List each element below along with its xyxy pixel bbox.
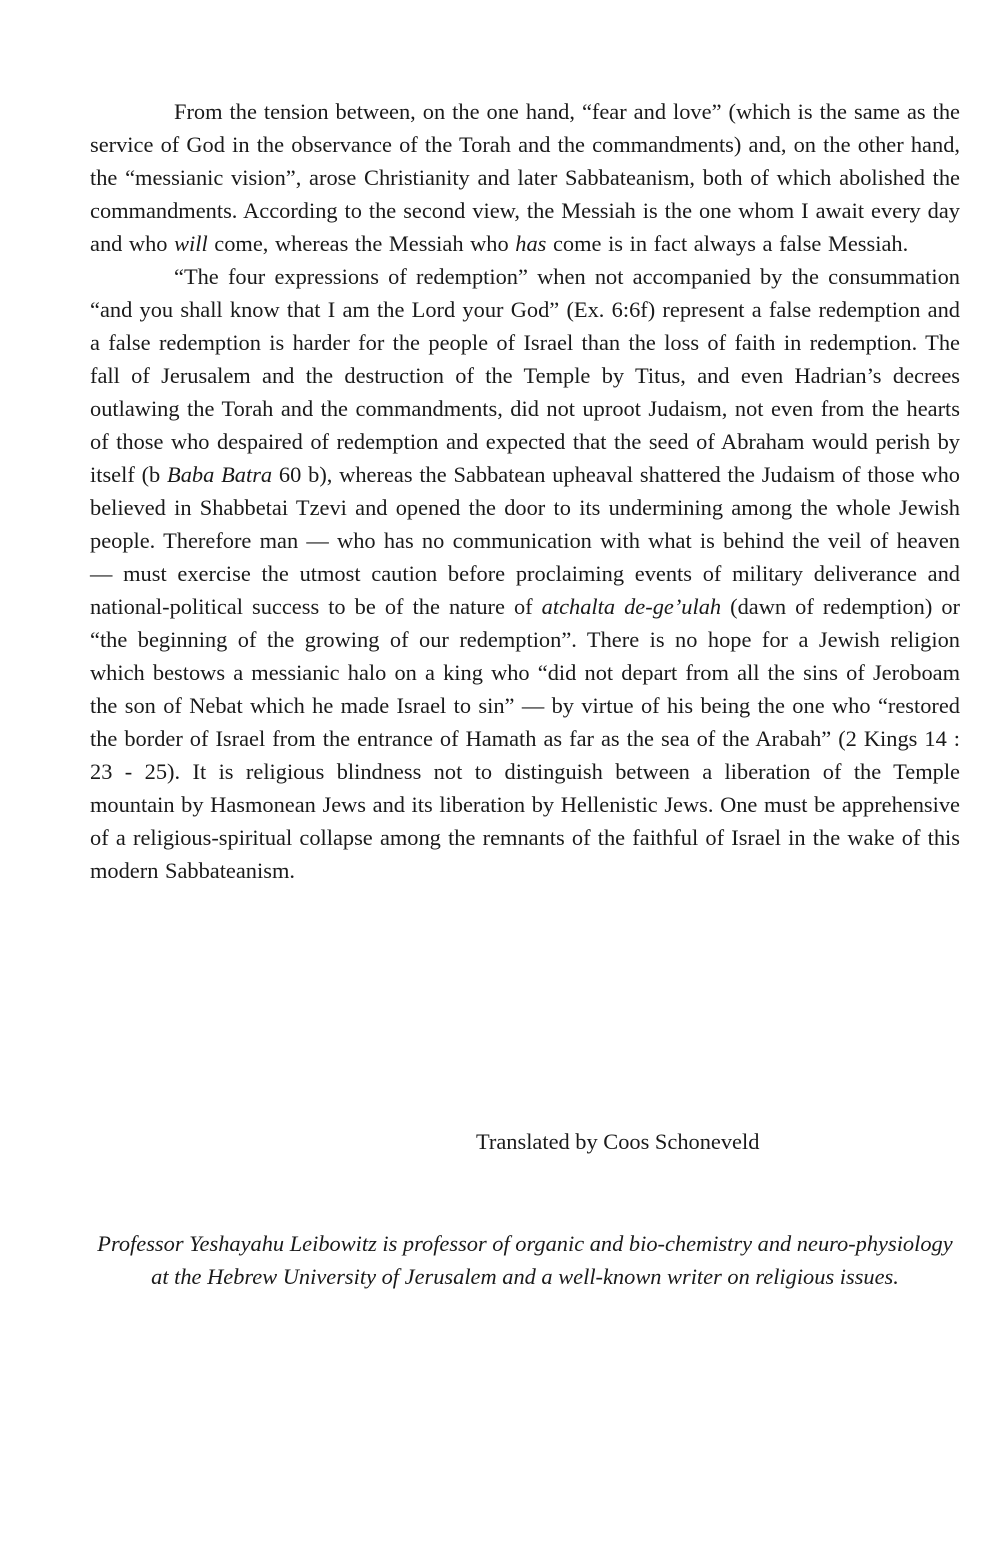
- text-segment: “The four expressions of redemption” when not accompanied by the consummation “and you shall know that I am the Lord your God” (Ex. 6:6f) represent a false redemption and a false redemption is harder for the people of Israel than the loss of faith in redemption. The fall of Jerusalem and the destruction of the Temple by Titus, and even Hadrian’s decrees outlawing the Torah and the commandments, did not uproot Judaism, not even from the hearts of those who despaired of redemption and expected that the seed of Abraham would perish by itself (b: [90, 264, 960, 487]
- emphasis-text: atchalta de-ge’ulah: [541, 594, 722, 619]
- article-body: [90, 95, 960, 887]
- paragraph-2: [90, 260, 960, 887]
- text-segment: come, whereas the Messiah who: [207, 231, 516, 256]
- text-segment: (dawn of redemption) or “the beginning of the growing of our redemption”. There is no hope for a Jewish religion which bestows a messianic halo on a king who “did not depart from all the sins of Jeroboam the son of Nebat which he made Israel to sin” — by virtue of his being the one who “restored the border of Israel from the entrance of Hamath as far as the sea of the Arabah” (2 Kings 14 : 23 - 25). It is religious blindness not to distinguish between a liberation of the Temple mountain by Hasmonean Jews and its liberation by Hellenistic Jews. One must be apprehensive of a religious-spiritual collapse among the remnants of the faithful of Israel in the wake of this modern Sabbateanism.: [90, 594, 960, 883]
- emphasis-text: has: [515, 231, 547, 256]
- document-page: [90, 95, 960, 1289]
- text-segment: From the tension between, on the one hand, “fear and love” (which is the same as the service of God in the observance of the Torah and the commandments) and, on the other hand, the “messianic vision”, arose Christianity and later Sabbateanism, both of which abolished the commandments. According to the second view, the Messiah is the one whom I await every day and who: [90, 99, 960, 256]
- text-segment: 60 b), whereas the Sabbatean upheaval shattered the Judaism of those who believed in Shabbetai Tzevi and opened the door to its undermining among the whole Jewish people. Therefore man — who has no communication with what is behind the veil of heaven — must exercise the utmost caution before proclaiming events of military deliverance and national-political success to be of the nature of: [90, 462, 960, 619]
- author-bio: Professor Yeshayahu Leibowitz is professor of organic and bio-chemistry and neuro-physiology at the Hebrew University of Jerusalem and a well-known writer on religious issues.: [97, 1231, 953, 1289]
- emphasis-text: Baba Batra: [167, 462, 273, 487]
- translator-credit: Translated by Coos Schoneveld: [476, 1129, 760, 1154]
- text-segment: come is in fact always a false Messiah.: [546, 231, 909, 256]
- paragraph-1: [90, 95, 960, 260]
- emphasis-text: will: [174, 231, 208, 256]
